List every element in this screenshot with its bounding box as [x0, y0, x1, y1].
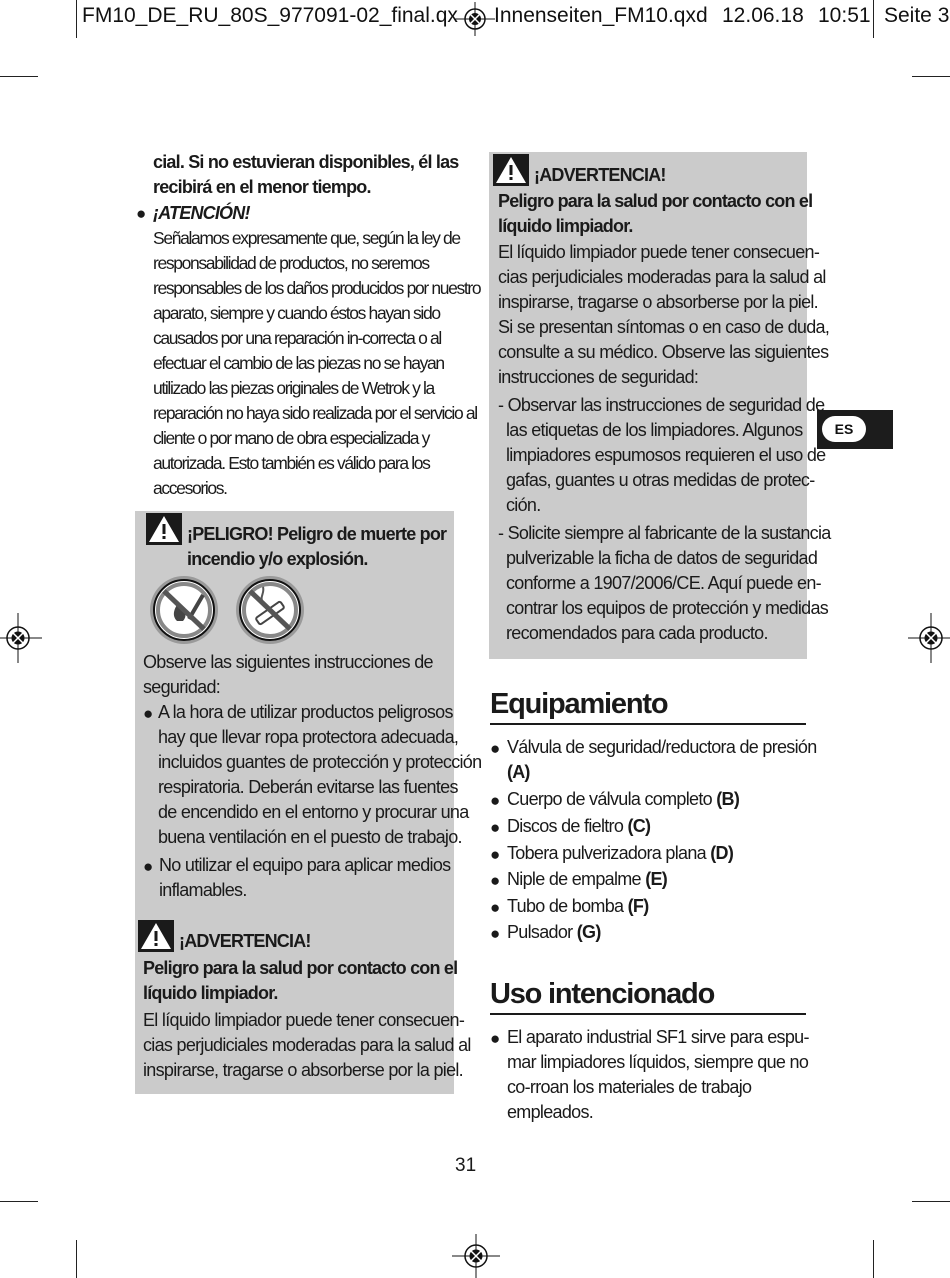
section-divider [490, 723, 806, 725]
print-filename-right: Innenseiten_FM10.qxd [494, 4, 708, 27]
warning-title: ¡ADVERTENCIA! [534, 165, 666, 185]
equipment-item: Discos de fieltro (C) [507, 816, 651, 836]
crop-mark [912, 76, 950, 77]
warning-body-line: Si se presentan síntomas o en caso de duda, [498, 317, 830, 337]
warning-dash-line: las etiquetas de los limpiadores. Algunos [506, 420, 803, 440]
page-number: 31 [455, 1155, 477, 1176]
intended-use-line: mar limpiadores líquidos, siempre que no [507, 1052, 809, 1072]
warning-body-line: cias perjudiciales moderadas para la salud al [143, 1035, 471, 1055]
warning-dash-line: conforme a 1907/2006/CE. Aquí puede en- [506, 573, 821, 593]
warning-subtitle: Peligro para la salud por contacto con el [143, 958, 458, 978]
equipment-heading: Equipamiento [490, 688, 668, 720]
crop-mark [76, 0, 77, 38]
danger-title: ¡PELIGRO! Peligro de muerte por [187, 524, 447, 544]
print-slug-header [82, 4, 950, 34]
warning-body-line: inspirarse, tragarse o absorberse por la piel. [143, 1060, 463, 1080]
danger-bullet-line: de encendido en el entorno y procurar una [158, 802, 469, 822]
attention-line: Señalamos expresamente que, según la ley de [153, 228, 460, 248]
warning-body-line: instrucciones de seguridad: [498, 367, 699, 387]
warning-dash-line: - Observar las instrucciones de seguridad de [498, 395, 825, 415]
equipment-item: Pulsador (G) [507, 922, 601, 942]
warning-triangle-icon [146, 513, 182, 545]
warning-title: ¡ADVERTENCIA! [179, 931, 311, 951]
intended-use-line: co-rroan los materiales de trabajo [507, 1077, 752, 1097]
crop-mark [912, 1201, 950, 1202]
intended-use-line: El aparato industrial SF1 sirve para espu- [507, 1027, 809, 1047]
warning-body-line: cias perjudiciales moderadas para la salud al [498, 267, 826, 287]
print-date: 12.06.18 [722, 4, 804, 27]
warning-dash-line: gafas, guantes u otras medidas de protec- [506, 470, 815, 490]
warning-dash-line: limpiadores espumosos requieren el uso de [506, 445, 826, 465]
warning-dash-line: pulverizable la ficha de datos de seguridad [506, 548, 818, 568]
intended-use-heading: Uso intencionado [490, 978, 715, 1010]
warning-dash-line: ción. [506, 495, 541, 515]
danger-bullet-line: buena ventilación en el puesto de trabajo. [158, 827, 462, 847]
crop-mark [76, 1240, 77, 1278]
registration-mark-icon [0, 613, 42, 663]
equipment-item-code: (A) [507, 762, 530, 782]
crop-mark [873, 0, 874, 38]
bullet-dot-icon: ● [490, 818, 501, 837]
attention-line: accesorios. [153, 478, 227, 498]
danger-bullet-line: A la hora de utilizar productos peligrosos [158, 702, 453, 722]
bullet-dot-icon: ● [143, 857, 154, 876]
danger-intro: seguridad: [143, 677, 221, 697]
bullet-dot-icon: ● [490, 871, 501, 890]
warning-dash-line: recomendados para cada producto. [506, 623, 768, 643]
attention-title: ¡ATENCIÓN! [153, 203, 250, 223]
danger-title: incendio y/o explosión. [187, 549, 368, 569]
attention-line: reparación no haya sido realizada por el servicio al [153, 403, 477, 423]
bullet-dot-icon: ● [490, 898, 501, 917]
danger-bullet-line: hay que llevar ropa protectora adecuada, [158, 727, 459, 747]
warning-subtitle: líquido limpiador. [143, 983, 278, 1003]
warning-subtitle: Peligro para la salud por contacto con el [498, 191, 813, 211]
equipment-item: Tobera pulverizadora plana (D) [507, 843, 734, 863]
warning-dash-line: contrar los equipos de protección y medidas [506, 598, 829, 618]
language-tab-label: ES [822, 416, 866, 442]
danger-bullet-line: inflamables. [159, 880, 247, 900]
registration-mark-icon [908, 613, 950, 663]
attention-line: responsabilidad de productos, no seremos [153, 253, 429, 273]
crop-mark [0, 76, 38, 77]
warning-body-line: El líquido limpiador puede tener consecuen- [498, 242, 820, 262]
danger-intro: Observe las siguientes instrucciones de [143, 652, 433, 672]
equipment-item: Tubo de bomba (F) [507, 896, 649, 916]
intended-use-line: empleados. [507, 1102, 594, 1122]
print-time: 10:51 [818, 4, 871, 27]
warning-triangle-icon [493, 154, 529, 186]
attention-line: aparato, siempre y cuando éstos hayan sido [153, 303, 440, 323]
bullet-dot-icon: ● [490, 791, 501, 810]
bullet-dot-icon: ● [136, 204, 147, 223]
danger-bullet-line: respiratoria. Deberán evitarse las fuentes [158, 777, 458, 797]
equipment-item: Cuerpo de válvula completo (B) [507, 789, 740, 809]
crop-mark [0, 1201, 38, 1202]
bullet-dot-icon: ● [490, 845, 501, 864]
bullet-dot-icon: ● [490, 1029, 501, 1048]
intro-line: recibirá en el menor tiempo. [153, 177, 371, 197]
warning-dash-line: - Solicite siempre al fabricante de la sustancia [498, 523, 831, 543]
warning-body-line: inspirarse, tragarse o absorberse por la piel. [498, 292, 818, 312]
warning-body-line: El líquido limpiador puede tener consecuen- [143, 1010, 465, 1030]
equipment-item: Válvula de seguridad/reductora de presión [507, 737, 817, 757]
no-open-flame-icon [147, 575, 221, 645]
bullet-dot-icon: ● [490, 739, 501, 758]
attention-line: autorizada. Esto también es válido para los [153, 453, 430, 473]
danger-bullet-line: incluidos guantes de protección y protección [158, 752, 482, 772]
attention-line: cliente o por mano de obra especializada y [153, 428, 430, 448]
attention-line: causados por una reparación in-correcta o al [153, 328, 441, 348]
attention-line: efectuar el cambio de las piezas no se hayan [153, 353, 444, 373]
print-filename-left: FM10_DE_RU_80S_977091-02_final.qx [82, 4, 458, 27]
no-smoking-icon [233, 575, 307, 645]
crop-mark [873, 1240, 874, 1278]
danger-bullet-line: No utilizar el equipo para aplicar medios [159, 855, 451, 875]
registration-mark-icon [452, 1234, 500, 1278]
attention-line: utilizado las piezas originales de Wetrok y la [153, 378, 434, 398]
print-page: Seite 3 [884, 4, 950, 27]
section-divider [490, 1013, 806, 1015]
registration-mark-icon [455, 2, 495, 36]
intro-line: cial. Si no estuvieran disponibles, él las [153, 152, 459, 172]
warning-subtitle: líquido limpiador. [498, 216, 633, 236]
equipment-item: Niple de empalme (E) [507, 869, 668, 889]
bullet-dot-icon: ● [490, 924, 501, 943]
bullet-dot-icon: ● [143, 704, 154, 723]
warning-triangle-icon [138, 920, 174, 952]
attention-line: responsables de los daños producidos por nuestro [153, 278, 481, 298]
warning-body-line: consulte a su médico. Observe las siguientes [498, 342, 829, 362]
